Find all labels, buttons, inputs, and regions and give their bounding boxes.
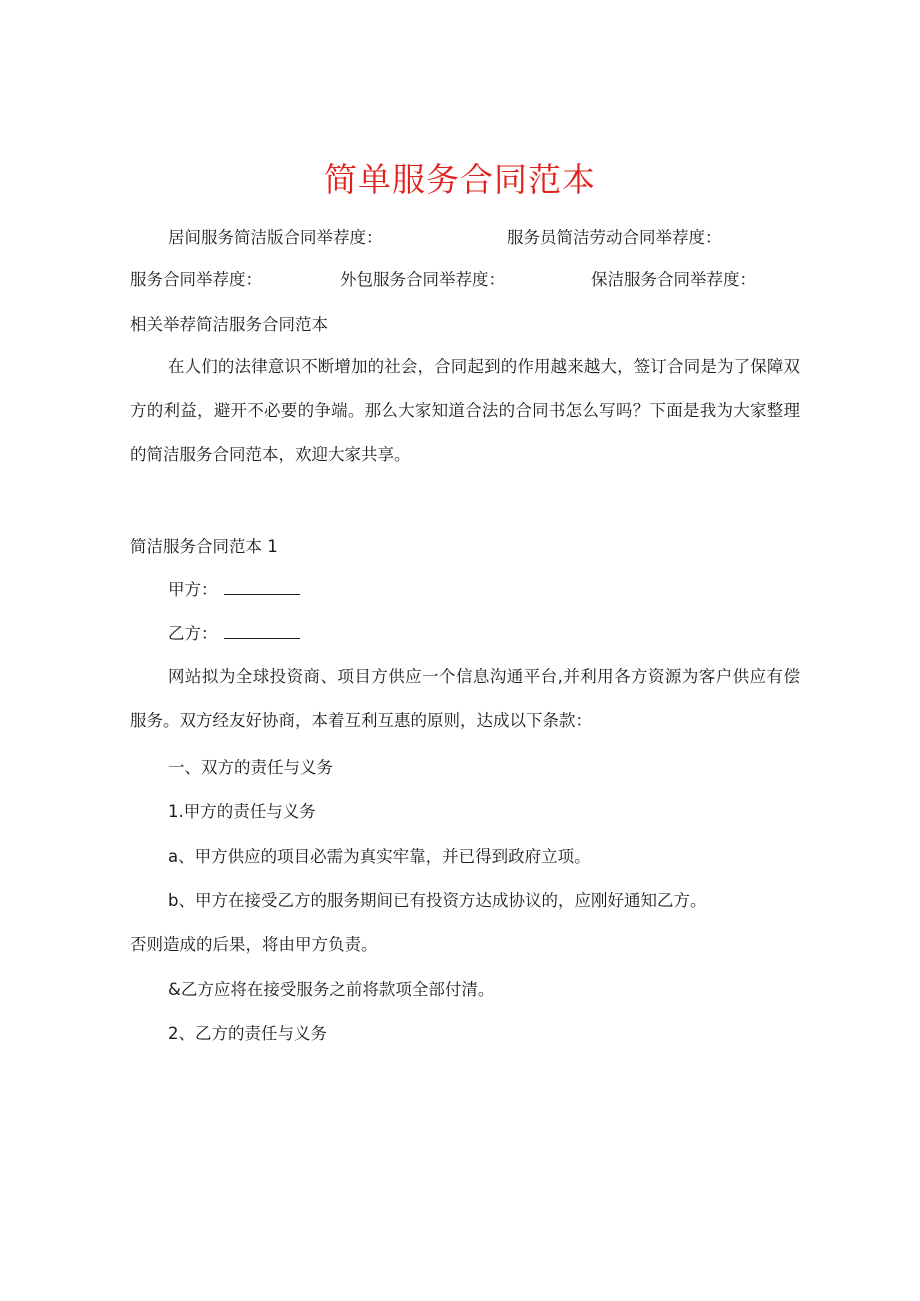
subsection-1-heading: 1.甲方的责任与义务 [168,802,316,821]
recommend-outsourcing[interactable]: 外包服务合同举荐度： [340,270,505,289]
recommend-juxian[interactable]: 居间服务简洁版合同举荐度： [168,228,383,247]
party-b-line [168,622,300,646]
recommend-cleaning[interactable]: 保洁服务合同举荐度： [591,270,756,289]
item-b: b、甲方在接受乙方的服务期间已有投资方达成协议的，应刚好通知乙方。 [168,891,707,910]
item-c: &乙方应将在接受服务之前将款项全部付清。 [168,980,495,999]
party-a-line [168,578,300,602]
preamble-paragraph: 网站拟为全球投资商、项目方供应一个信息沟通平台,并利用各方资源为客户供应有偿服务。双方经友好协商，本着互利互惠的原则，达成以下条款： [130,667,800,730]
subsection-2-heading: 2、乙方的责任与义务 [168,1024,327,1043]
recommend-service[interactable]: 服务合同举荐度： [130,270,262,289]
section-1-heading: 一、双方的责任与义务 [168,758,333,777]
document-title: 简单服务合同范本 [324,160,596,199]
item-b-continued: 否则造成的后果，将由甲方负责。 [130,935,378,954]
party-b-label: 乙方： [168,624,218,643]
intro-paragraph: 在人们的法律意识不断增加的社会，合同起到的作用越来越大，签订合同是为了保障双方的利益，避开不必要的争端。那么大家知道合法的合同书怎么写吗？下面是我为大家整理的简洁服务合同范本，欢迎大家共享。 [130,357,800,464]
party-a-label: 甲方： [168,580,218,599]
related-recommend[interactable]: 相关举荐简洁服务合同范本 [130,315,328,334]
party-b-blank [224,622,300,639]
recommend-waiter[interactable]: 服务员简洁劳动合同举荐度： [507,228,722,247]
contract-heading: 简洁服务合同范本 1 [130,537,278,556]
item-a: a、甲方供应的项目必需为真实牢靠，并已得到政府立项。 [168,847,591,866]
party-a-blank [224,578,300,595]
